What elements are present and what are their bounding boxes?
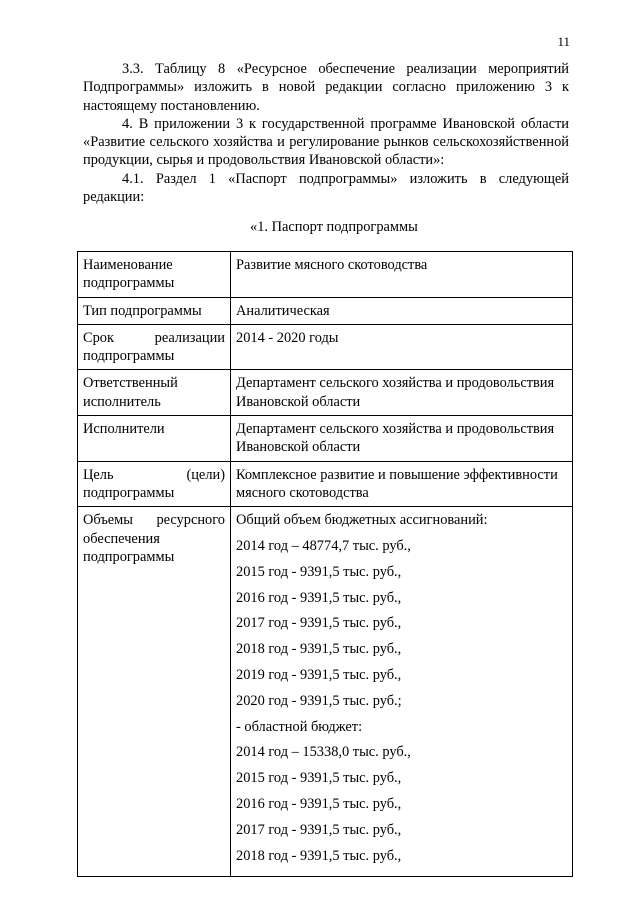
row-value: Комплексное развитие и повышение эффективности мясного скотоводства bbox=[231, 461, 573, 507]
label-word: Срок bbox=[83, 329, 114, 346]
passport-table bbox=[77, 251, 573, 877]
label-line: Исполнители bbox=[83, 421, 165, 438]
funding-line: Общий объем бюджетных ассигнований: bbox=[236, 512, 488, 529]
label-line: Наименование bbox=[83, 257, 173, 273]
label-word: Цель bbox=[83, 466, 114, 483]
row-label bbox=[78, 324, 231, 370]
label-line: Тип подпрограммы bbox=[83, 302, 202, 319]
row-value: Аналитическая bbox=[231, 297, 573, 324]
label-line: подпрограммы bbox=[83, 548, 175, 565]
row-value: Департамент сельского хозяйства и продовольствия Ивановской области bbox=[231, 370, 573, 416]
funding-line: 2018 год - 9391,5 тыс. руб., bbox=[236, 641, 402, 658]
label-line: Ответственный bbox=[83, 375, 178, 392]
funding-line: 2014 год – 48774,7 тыс. руб., bbox=[236, 538, 411, 555]
funding-line: 2015 год - 9391,5 тыс. руб., bbox=[236, 563, 402, 580]
funding-line: 2018 год - 9391,5 тыс. руб., bbox=[236, 847, 402, 864]
row-label bbox=[78, 252, 231, 298]
label-word: Объемы bbox=[83, 512, 133, 529]
funding-line: 2020 год - 9391,5 тыс. руб.; bbox=[236, 692, 402, 709]
label-word: реализации bbox=[154, 329, 225, 346]
table-row bbox=[78, 252, 573, 298]
page-number: 11 bbox=[557, 34, 570, 49]
row-label bbox=[78, 370, 231, 416]
funding-line: 2019 год - 9391,5 тыс. руб., bbox=[236, 667, 402, 684]
label-line bbox=[83, 466, 225, 484]
row-value: Развитие мясного скотоводства bbox=[231, 252, 573, 298]
table-row bbox=[78, 324, 573, 370]
table-row bbox=[78, 416, 573, 462]
paragraph-3-3: 3.3. Таблицу 8 «Ресурсное обеспечение реализации мероприятий Подпрограммы» изложить в новой редакции согласно приложению 3 к настоящему постановлению. bbox=[83, 61, 569, 114]
label-line bbox=[83, 329, 225, 347]
funding-line: 2017 год - 9391,5 тыс. руб., bbox=[236, 821, 402, 838]
paragraph-4: 4. В приложении 3 к государственной программе Ивановской области «Развитие сельского хозяйства и регулирование рынков сельскохозяйственной продукции, сырья и продовольствия Ивановской области»: bbox=[83, 115, 569, 169]
funding-line: 2016 год - 9391,5 тыс. руб., bbox=[236, 796, 402, 813]
table-row bbox=[78, 370, 573, 416]
table-row-funding bbox=[78, 507, 573, 877]
label-line: обеспечения bbox=[83, 530, 160, 547]
row-label bbox=[78, 416, 231, 462]
document-body bbox=[83, 60, 569, 206]
funding-line: 2016 год - 9391,5 тыс. руб., bbox=[236, 589, 402, 606]
funding-line: 2014 год – 15338,0 тыс. руб., bbox=[236, 744, 411, 761]
label-line bbox=[83, 511, 225, 529]
label-line: подпрограммы bbox=[83, 275, 175, 292]
table-caption: «1. Паспорт подпрограммы bbox=[250, 219, 418, 235]
label-word: (цели) bbox=[186, 466, 225, 483]
row-label bbox=[78, 297, 231, 324]
label-line: подпрограммы bbox=[83, 348, 175, 365]
label-line: исполнитель bbox=[83, 393, 161, 410]
funding-line: 2017 год - 9391,5 тыс. руб., bbox=[236, 615, 402, 632]
row-value: Департамент сельского хозяйства и продовольствия Ивановской области bbox=[231, 416, 573, 462]
label-line: подпрограммы bbox=[83, 484, 175, 501]
label-word: ресурсного bbox=[156, 512, 225, 529]
row-value: 2014 - 2020 годы bbox=[231, 324, 573, 370]
table-row bbox=[78, 297, 573, 324]
funding-values bbox=[231, 507, 573, 877]
funding-line: - областной бюджет: bbox=[236, 718, 363, 735]
row-label bbox=[78, 461, 231, 507]
row-label bbox=[78, 507, 231, 877]
table-row bbox=[78, 461, 573, 507]
funding-line: 2015 год - 9391,5 тыс. руб., bbox=[236, 770, 402, 787]
paragraph-4-1: 4.1. Раздел 1 «Паспорт подпрограммы» изложить в следующей редакции: bbox=[83, 170, 569, 206]
